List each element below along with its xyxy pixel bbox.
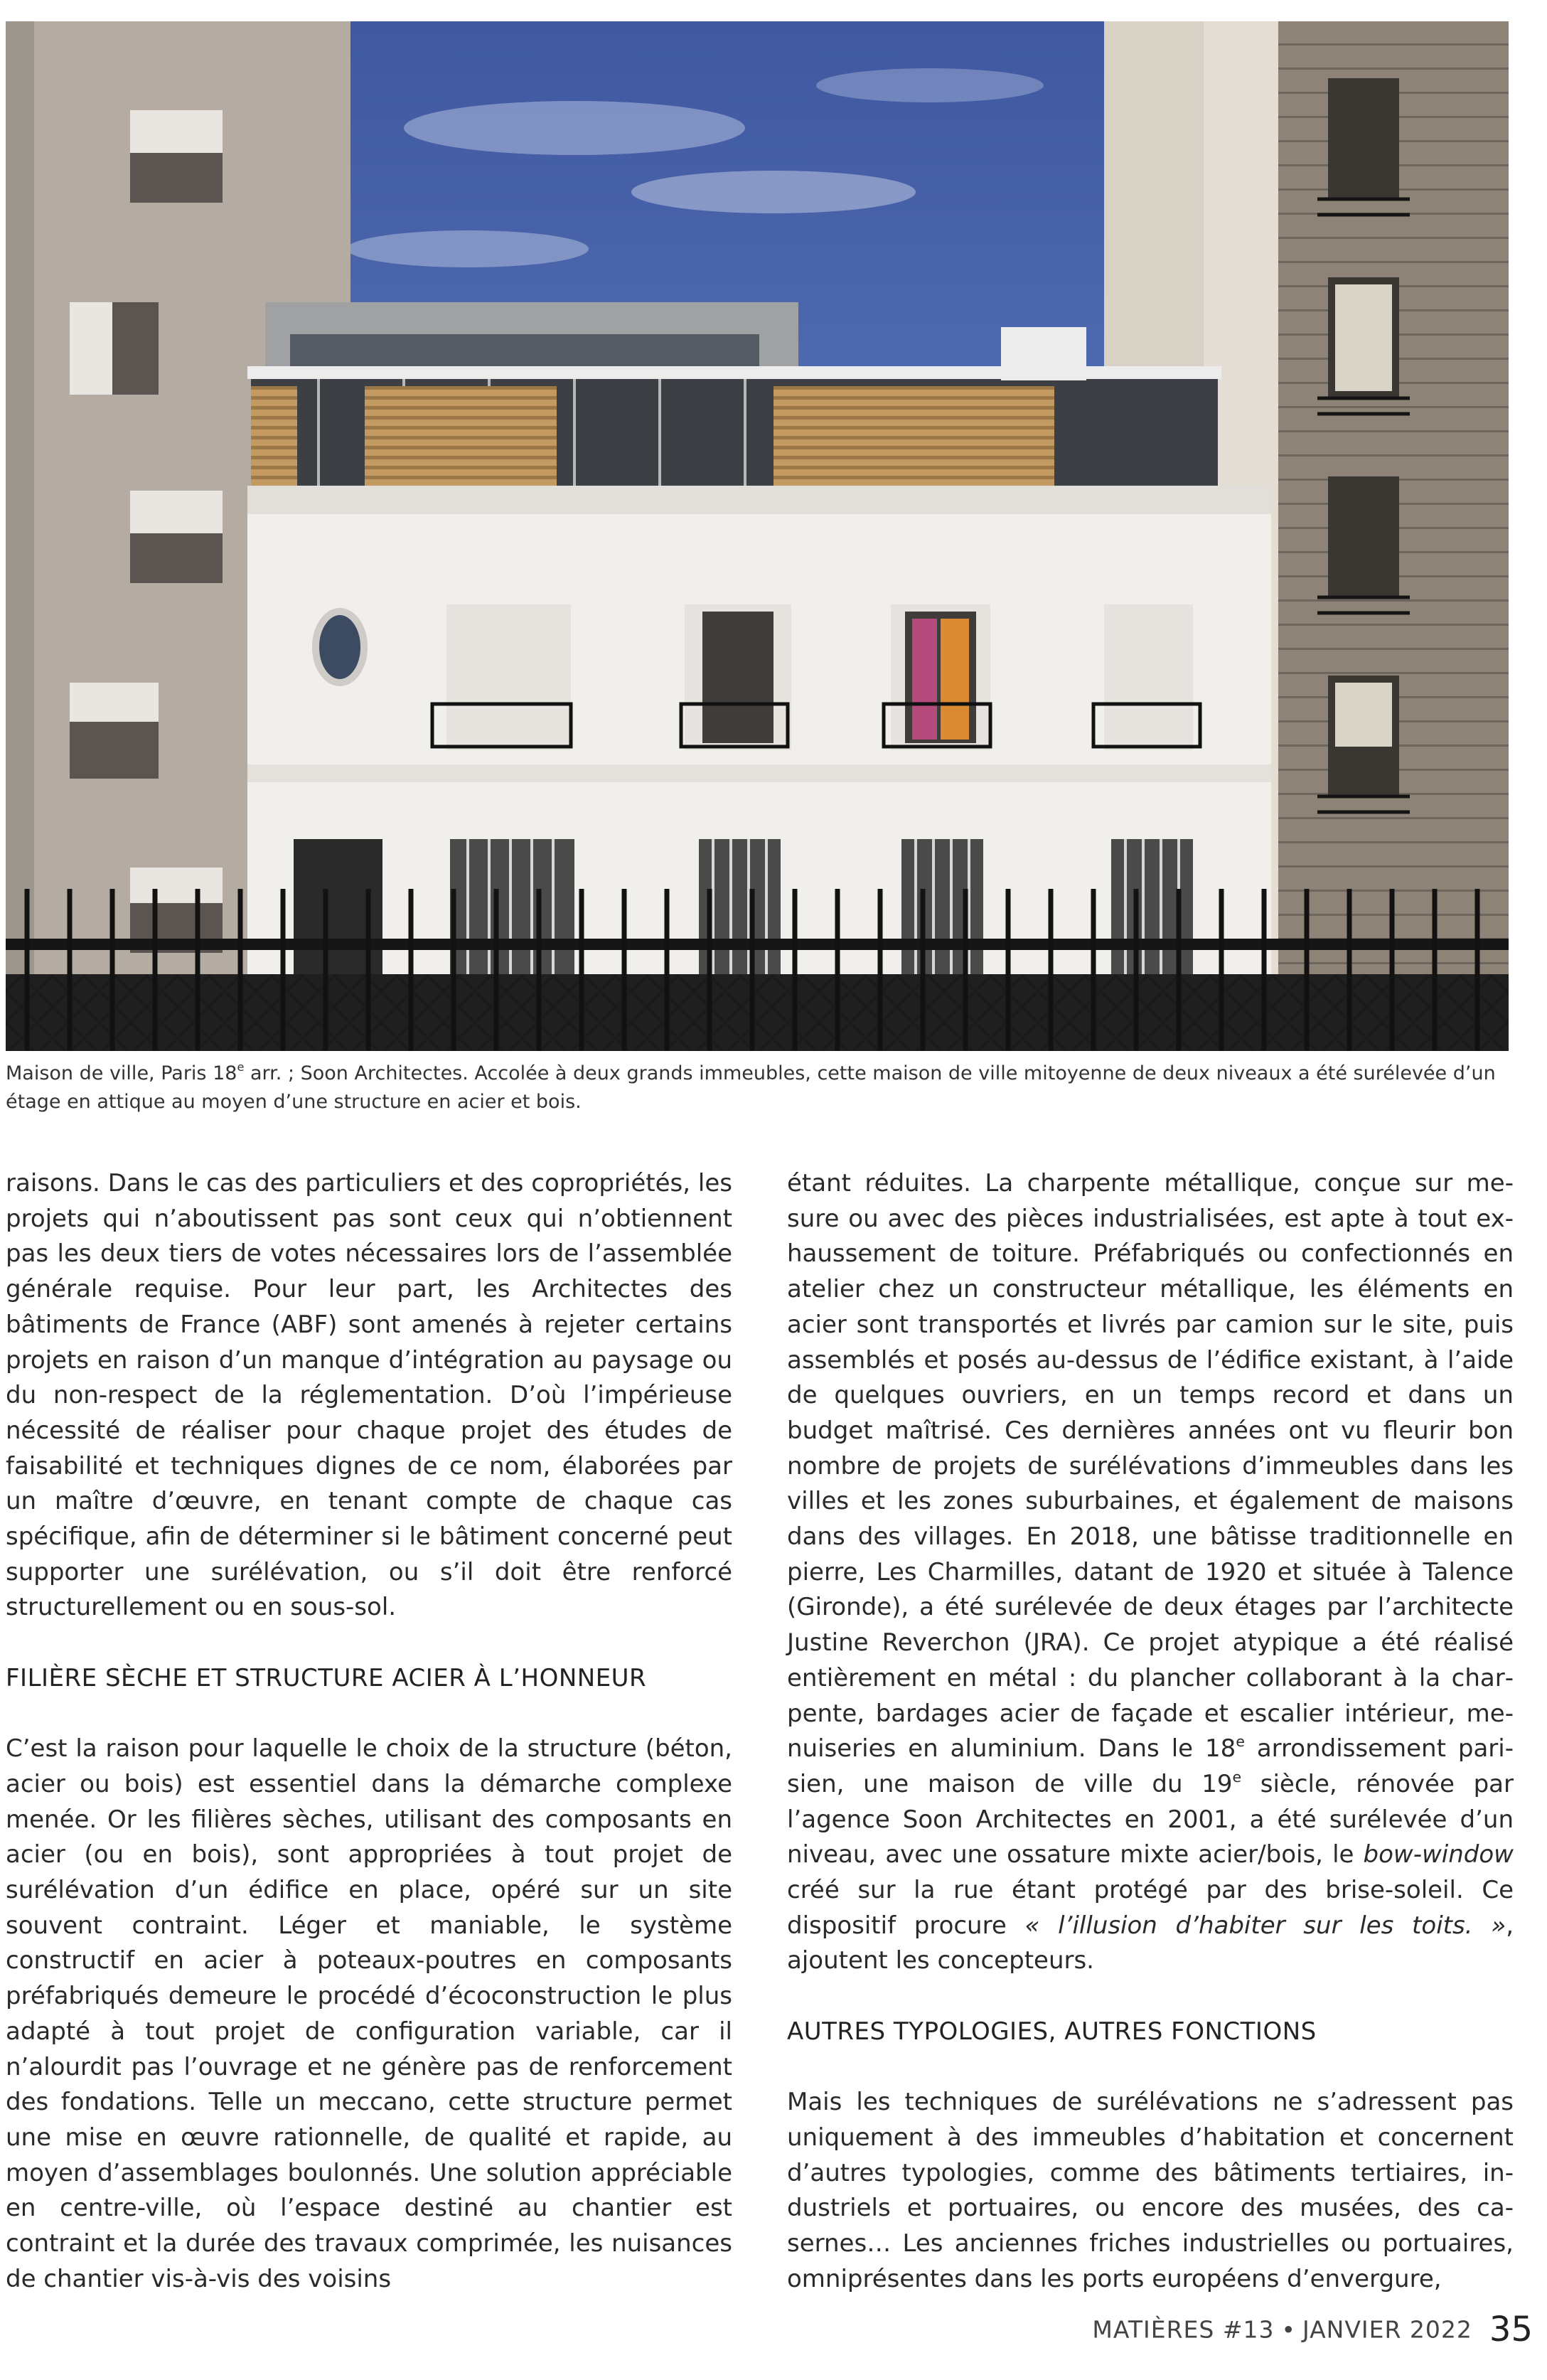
right-p1-text-d: créé sur la rue étant protégé par des brise-soleil. Ce dispositif procure xyxy=(787,1876,1514,1940)
right-p1-sup-2: e xyxy=(1232,1768,1242,1786)
issue-date: JANVIER 2022 xyxy=(1302,2315,1472,2344)
left-column xyxy=(6,1166,732,2297)
page-number: 35 xyxy=(1489,2310,1533,2349)
right-p1-quote: « l’illusion d’habiter sur les toits. » xyxy=(1024,1911,1506,1940)
townhouse-illustration xyxy=(6,21,1509,1051)
right-column xyxy=(787,1166,1514,2297)
page-footer xyxy=(1092,2310,1533,2349)
photo-caption xyxy=(6,1060,1509,1116)
left-paragraph-1: raisons. Dans le cas des particuliers et des copropriétés, les projets qui n’aboutissent pas sont ceux qui n’obtiennent pas les deux tiers de votes nécessaires lors de l’assemblée générale requise. Pour leur part, les Architectes des bâtiments de France (ABF) sont amenés à rejeter certains projets en raison d’un manque d’intégration au paysage ou du non-respect de la réglementation. D’où l’impérieuse nécessité de réaliser pour chaque projet des études de faisabilité et techniques dignes de ce nom, élaborées par un maître d’œuvre, en tenant compte de chaque cas spécifique, afin de déterminer si le bâtiment concerné peut supporter une surélévation, ou s’il doit être renforcé structurellement ou en sous-sol. xyxy=(6,1169,732,1622)
right-paragraph-2: Mais les techniques de surélévations ne s’adressent pas uniquement à des immeubles d’habitation et concernent d’autres typologies, comme des bâtiments tertiaires, industriels et portuaires, ou encore des musées, des casernes… Les anciennes friches industrielles ou portuaires, omniprésentes dans les ports européens d’envergure, xyxy=(787,2088,1514,2293)
right-p1-text-c: siècle, rénovée par l’agence Soon Architectes en 2001, a été surélevée d’un niveau, avec une ossature mixte acier/bois, le xyxy=(787,1769,1514,1869)
caption-superscript: e xyxy=(237,1060,245,1074)
section-heading-typologies: AUTRES TYPOLOGIES, AUTRES FONCTIONS xyxy=(787,2017,1317,2046)
caption-text-start: Maison de ville, Paris 18 xyxy=(6,1062,237,1084)
right-p1-text-e: , ajoutent les concepteurs. xyxy=(787,1911,1514,1975)
left-paragraph-2: C’est la raison pour laquelle le choix de la structure (béton, acier ou bois) est essentiel dans la démarche complexe menée. Or les filières sèches, utilisant des composants en acier (ou en bois), sont appropriées à tout projet de surélévation d’un édifice en place, opéré sur un site souvent contraint. Léger et maniable, le système constructif en acier à poteaux-poutres en composants préfabriqués demeure le procédé d’écoconstruction le plus adapté à tout projet de configuration variable, car il n’alourdit pas l’ouvrage et ne génère pas de renforcement des fondations. Telle un meccano, cette structure permet une mise en œuvre rationnelle, de qualité et rapide, au moyen d’assemblages boulonnés. Une solution appréciable en centre-ville, où l’espace destiné au chantier est contraint et la durée des travaux comprimée, les nuisances de chantier vis-à-vis des voisins xyxy=(6,1734,732,2293)
right-p1-emphasis: bow-window xyxy=(1363,1840,1514,1869)
right-p1-sup-1: e xyxy=(1236,1732,1245,1750)
footer-separator: • xyxy=(1281,2315,1295,2344)
right-paragraph-1 xyxy=(787,1166,1514,1979)
right-p1-text-b: arrondissement parisien, une maison de ville du 19 xyxy=(787,1734,1514,1798)
right-p1-text-a: étant réduites. La charpente métallique, conçue sur mesure ou avec des pièces industrialisées, est apte à tout exhaussement de toiture. Préfabriqués ou confectionnés en atelier chez un constructeur métallique, les éléments en acier sont transportés et livrés par camion sur le site, puis assemblés et posés au-dessus de l’édifice existant, à l’aide de quelques ouvriers, en un temps record et dans un budget maîtrisé. Ces dernières années ont vu fleurir bon nombre de projets de surélévations d’immeubles dans les villes et les zones suburbaines, et également de maisons dans des villages. En 2018, une bâtisse traditionnelle en pierre, Les Charmilles, datant de 1920 et située à Talence (Gironde), a été surélevée de deux étages par l’architecte Justine Reverchon (JRA). Ce projet atypique a été réalisé entièrement en métal : du plancher collaborant à la charpente, bardages acier de façade et escalier intérieur, menuiseries en aluminium. Dans le 18 xyxy=(787,1169,1514,1763)
section-heading-filiere: FILIÈRE SÈCHE ET STRUCTURE ACIER À L’HONNEUR xyxy=(6,1663,647,1692)
magazine-issue: MATIÈRES #13 xyxy=(1092,2315,1275,2344)
caption-text-end: arr. ; Soon Architectes. Accolée à deux grands immeubles, cette maison de ville mitoyenne de deux niveaux a été surélevée d’un étage en attique au moyen d’une structure en acier et bois. xyxy=(6,1062,1496,1113)
building-photo xyxy=(6,21,1509,1051)
